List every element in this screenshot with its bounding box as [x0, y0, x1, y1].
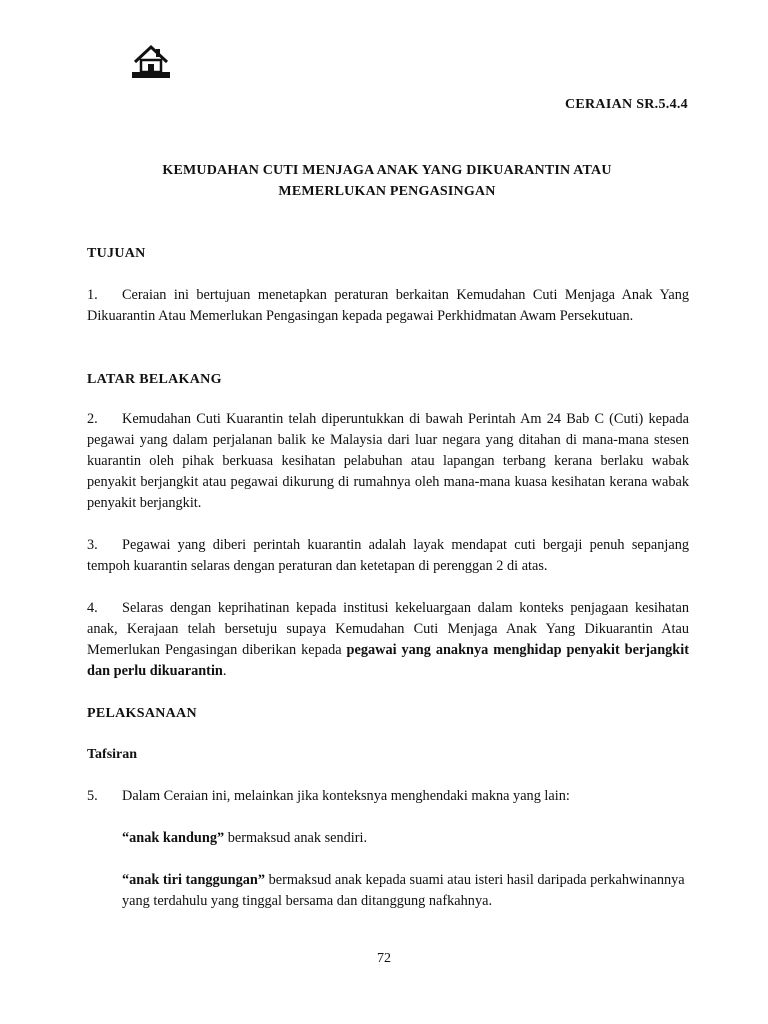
paragraph-end: .	[222, 663, 227, 679]
paragraph-2	[87, 409, 689, 514]
paragraph-number: 2.	[87, 411, 98, 427]
paragraph-text: Pegawai yang diberi perintah kuarantin adalah layak mendapat cuti bergaji penuh sepanjang tempoh kuarantin selaras dengan peraturan dan ketetapan di perenggan 2 di atas.	[87, 537, 689, 574]
definition-term: “anak kandung”	[122, 830, 225, 846]
definition-anak-tiri	[87, 870, 689, 912]
heading-pelaksanaan: PELAKSANAAN	[87, 706, 197, 721]
house-icon	[131, 44, 171, 80]
section-reference: CERAIAN SR.5.4.4	[564, 97, 688, 112]
document-title	[87, 160, 687, 202]
paragraph-emphasis: pegawai yang anaknya menghidap penyakit berjangkit dan perlu dikuarantin	[87, 642, 689, 679]
page-number: 72	[377, 951, 391, 966]
paragraph-number: 4.	[87, 600, 98, 616]
title-line-1: KEMUDAHAN CUTI MENJAGA ANAK YANG DIKUARANTIN ATAU	[162, 163, 612, 178]
heading-latar-belakang: LATAR BELAKANG	[87, 372, 222, 387]
definition-text: bermaksud anak kepada suami atau isteri hasil daripada perkahwinannya yang terdahulu yang tinggal bersama dan ditanggung nafkahnya.	[122, 872, 685, 909]
paragraph-3	[87, 535, 689, 577]
paragraph-number: 3.	[87, 537, 98, 553]
paragraph-text: Kemudahan Cuti Kuarantin telah diperuntukkan di bawah Perintah Am 24 Bab C (Cuti) kepada pegawai yang dalam perjalanan balik ke Malaysia dari luar negara yang ditahan di mana-mana stesen kuarantin oleh pihak berkuasa kesihatan pelabuhan atau lapangan terbang kerana berlaku wabak penyakit berjangkit atau pegawai dikurung di rumahnya oleh mana-mana kuasa kesihatan kerana wabak penyakit berjangkit.	[87, 411, 689, 511]
paragraph-text: Dalam Ceraian ini, melainkan jika konteksnya menghendaki makna yang lain:	[122, 788, 570, 804]
title-line-2: MEMERLUKAN PENGASINGAN	[278, 184, 496, 199]
paragraph-4	[87, 598, 689, 682]
paragraph-5	[87, 786, 689, 807]
paragraph-text: Ceraian ini bertujuan menetapkan peraturan berkaitan Kemudahan Cuti Menjaga Anak Yang Dikuarantin Atau Memerlukan Pengasingan kepada pegawai Perkhidmatan Awam Persekutuan.	[87, 287, 689, 324]
paragraph-number: 5.	[87, 788, 98, 804]
subheading-tafsiran: Tafsiran	[87, 747, 138, 762]
paragraph-1	[87, 285, 689, 327]
definition-text: bermaksud anak sendiri.	[224, 830, 368, 846]
definition-anak-kandung	[87, 828, 689, 849]
paragraph-text: Selaras dengan keprihatinan kepada institusi kekeluargaan dalam konteks penjagaan kesihatan anak, Kerajaan telah bersetuju supaya Kemudahan Cuti Menjaga Anak Yang Dikuarantin Atau Memerlukan Pengasingan diberikan kepada	[87, 600, 689, 658]
paragraph-number: 1.	[87, 287, 98, 303]
definition-term: “anak tiri tanggungan”	[122, 872, 266, 888]
heading-tujuan: TUJUAN	[87, 246, 146, 261]
